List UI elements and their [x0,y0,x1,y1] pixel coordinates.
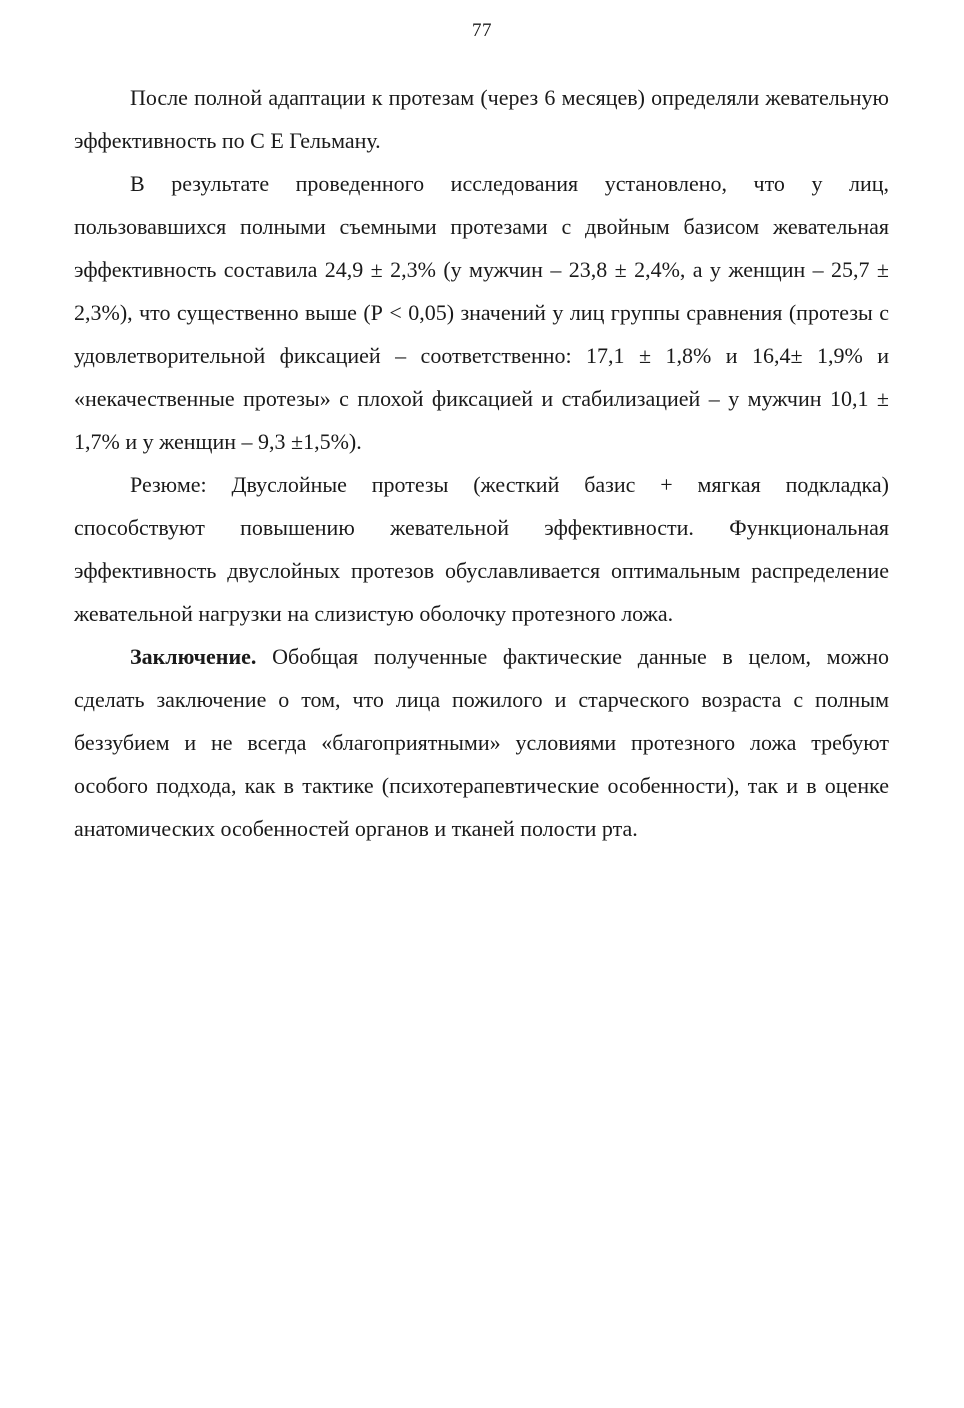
document-body [74,76,889,850]
paragraph-results: В результате проведенного исследования установлено, что у лиц, пользовавшихся полными съемными протезами с двойным базисом жевательная эффективность составила 24,9 ± 2,3% (у мужчин – 23,8 ± 2,4%, а у женщин – 25,7 ± 2,3%), что существенно выше (Р < 0,05) значений у лиц группы сравнения (протезы с удовлетворительной фиксацией – соответственно: 17,1 ± 1,8% и 16,4± 1,9% и «некачественные протезы» с плохой фиксацией и стабилизацией – у мужчин 10,1 ± 1,7% и у женщин – 9,3 ±1,5%). [74,171,889,454]
paragraph-adaptation: После полной адаптации к протезам (через 6 месяцев) определяли жевательную эффективность по С Е Гельману. [74,85,889,153]
conclusion-text: Обобщая полученные фактические данные в целом, можно сделать заключение о том, что лица пожилого и старческого возраста с полным беззубием и не всегда «благоприятными» условиями протезного ложа требуют особого подхода, как в тактике (психотерапевтические особенности), так и в оценке анатомических особенностей органов и тканей полости рта. [74,644,889,841]
paragraph-conclusion [74,635,889,850]
paragraph-summary: Резюме: Двуслойные протезы (жесткий базис + мягкая подкладка) способствуют повышению жевательной эффективности. Функциональная эффективность двуслойных протезов обуславливается оптимальным распределение жевательной нагрузки на слизистую оболочку протезного ложа. [74,472,889,626]
conclusion-heading: Заключение. [130,644,257,669]
page-number: 77 [472,20,492,41]
